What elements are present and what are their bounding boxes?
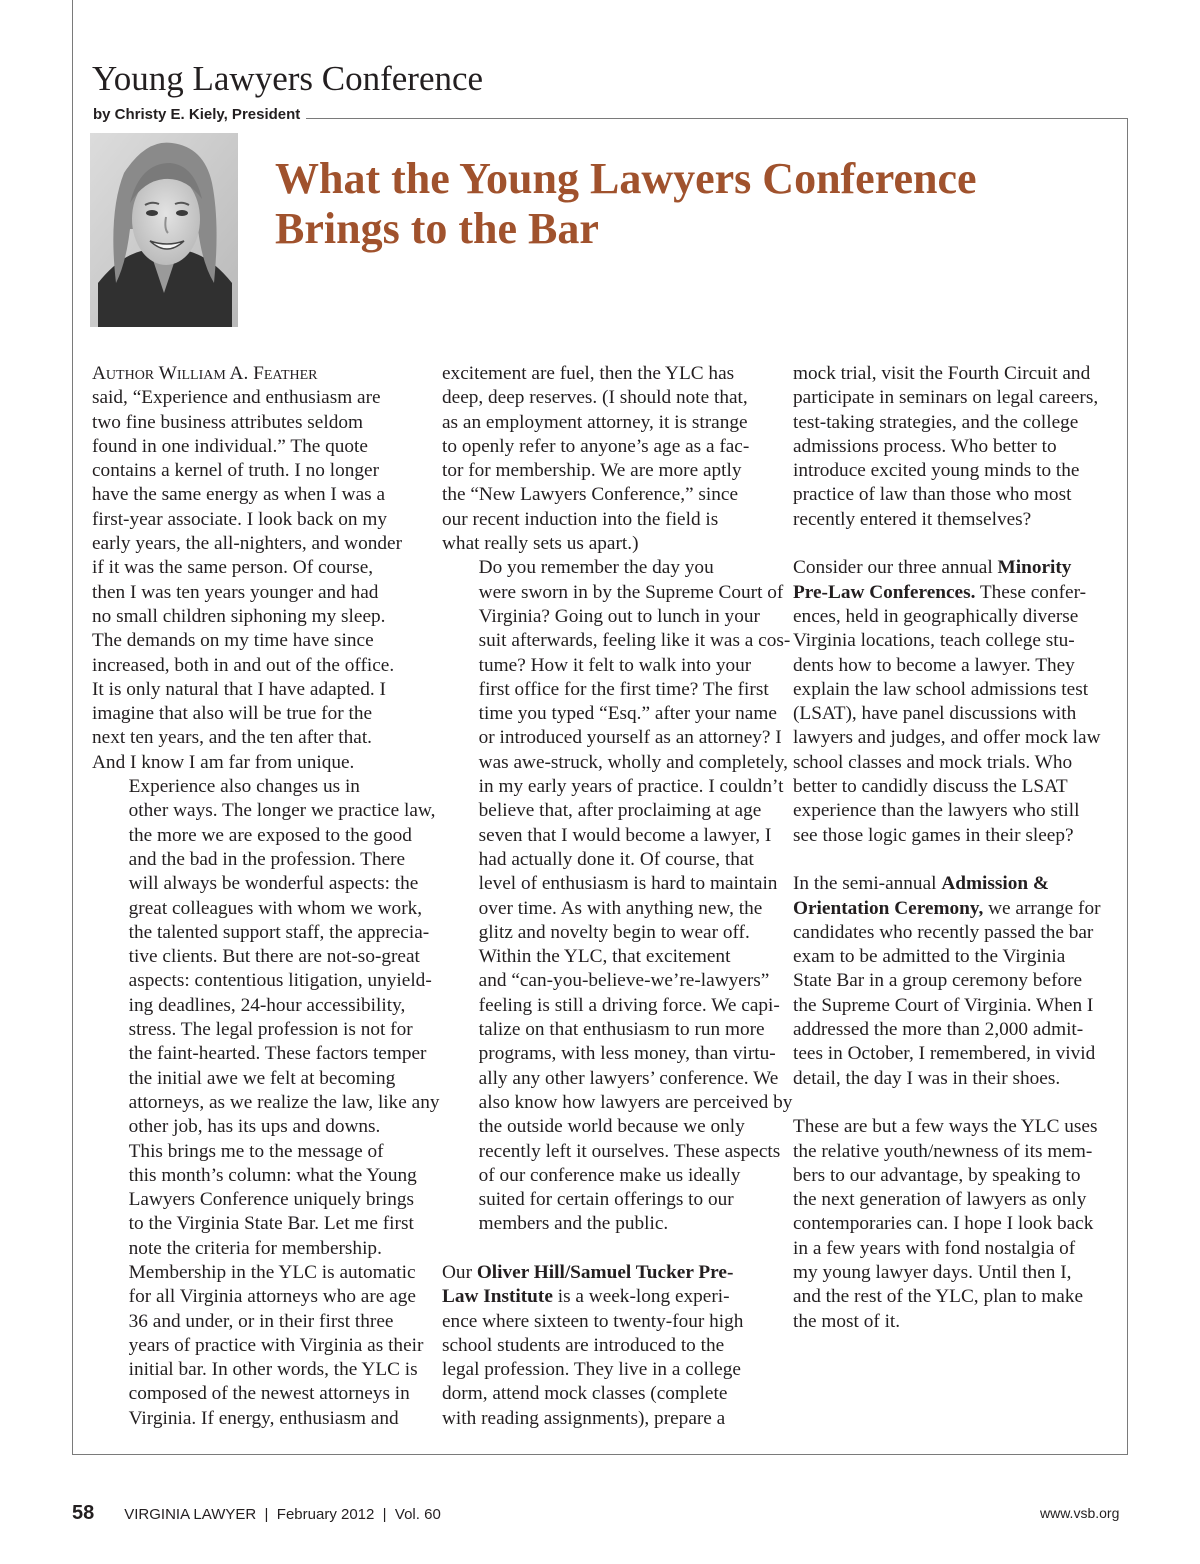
text-line: had actually done it. Of course, that xyxy=(478,848,754,870)
text-line: other job, has its ups and downs. xyxy=(128,1116,381,1138)
text-line: to the Virginia State Bar. Let me first xyxy=(128,1213,414,1235)
text-line: level of enthusiasm is hard to maintain xyxy=(478,873,778,895)
text-line: the “New Lawyers Conference,” since xyxy=(442,484,739,506)
text-line: then I was ten years younger and had xyxy=(92,581,379,603)
footer-publication-info xyxy=(72,1502,441,1526)
text-line: tees in October, I remembered, in vivid xyxy=(793,1043,1096,1065)
text-line: And I know I am far from unique. xyxy=(92,751,355,773)
text-line: (LSAT), have panel discussions with xyxy=(793,703,1077,725)
text-line: were sworn in by the Supreme Court of xyxy=(478,581,784,603)
byline-rule xyxy=(300,118,1128,119)
text-line: ally any other lawyers’ conference. We xyxy=(478,1067,779,1089)
program-name-bold: Minority xyxy=(997,557,1072,579)
opening-smallcaps: Author William A. Feather xyxy=(92,363,318,384)
text-line: contemporaries can. I hope I look back xyxy=(793,1213,1094,1235)
article-column-2 xyxy=(442,362,793,1431)
program-name-bold: Law Institute xyxy=(442,1286,553,1308)
text-line: the talented support staff, the apprecia- xyxy=(128,921,430,943)
text-line: programs, with less money, than virtu- xyxy=(478,1043,776,1065)
text-line: Within the YLC, that excitement xyxy=(478,946,731,968)
text-line: in a few years with fond nostalgia of xyxy=(793,1237,1076,1259)
text-line: the next generation of lawyers as only xyxy=(793,1189,1087,1211)
text-line: dents how to become a lawyer. They xyxy=(793,654,1075,676)
text-line: lawyers and judges, and offer mock law xyxy=(793,727,1101,749)
text-line: recently left it ourselves. These aspects xyxy=(478,1140,781,1162)
paragraph xyxy=(92,362,410,775)
text-line: These are but a few ways the YLC uses xyxy=(793,1116,1098,1138)
text-line: test-taking strategies, and the college xyxy=(793,411,1079,433)
text-line: years of practice with Virginia as their xyxy=(128,1334,424,1356)
text-line: seven that I would become a lawyer, I xyxy=(478,824,772,846)
paragraph xyxy=(442,556,791,945)
text-line: and “can-you-believe-we’re-lawyers” xyxy=(478,970,770,992)
text-line: imagine that also will be true for the xyxy=(92,703,373,725)
text-line: my young lawyer days. Until then I, xyxy=(793,1261,1072,1283)
text-line xyxy=(793,581,1109,605)
text-line: tume? How it felt to walk into your xyxy=(478,654,752,676)
text-line: in my early years of practice. I couldn’t xyxy=(478,776,784,798)
footer-website: www.vsb.org xyxy=(1040,1505,1120,1521)
text-line xyxy=(793,872,1109,896)
frame-right-rule xyxy=(1127,118,1128,1455)
text-line: Virginia. If energy, enthusiasm and xyxy=(128,1407,399,1429)
text-line: first office for the first time? The first xyxy=(478,678,769,700)
text-line: exam to be admitted to the Virginia xyxy=(793,946,1066,968)
text-line: for all Virginia attorneys who are age xyxy=(128,1286,416,1308)
author-photo xyxy=(90,133,238,327)
text-run: Consider our three annual xyxy=(793,557,998,579)
text-line: believe that, after proclaiming at age xyxy=(478,800,762,822)
text-line: school students are introduced to the xyxy=(442,1334,725,1356)
text-line: Virginia locations, teach college stu- xyxy=(793,630,1075,652)
text-line: and the bad in the profession. There xyxy=(128,848,406,870)
text-line xyxy=(793,897,1109,921)
text-line: great colleagues with whom we work, xyxy=(128,897,423,919)
text-line: dorm, attend mock classes (complete xyxy=(442,1383,728,1405)
text-line: the more we are exposed to the good xyxy=(128,824,412,846)
text-line: our recent induction into the field is xyxy=(442,508,719,530)
text-line: two fine business attributes seldom xyxy=(92,411,363,433)
text-line: initial bar. In other words, the YLC is xyxy=(128,1359,418,1381)
text-line: deep, deep reserves. (I should note that, xyxy=(442,387,748,409)
text-line: admissions process. Who better to xyxy=(793,435,1057,457)
text-line: of our conference make us ideally xyxy=(478,1164,741,1186)
text-line: no small children siphoning my sleep. xyxy=(92,605,386,627)
text-line: explain the law school admissions test xyxy=(793,678,1089,700)
text-line: or introduced yourself as an attorney? I xyxy=(478,727,782,749)
text-line: ences, held in geographically diverse xyxy=(793,605,1079,627)
text-line: experience than the lawyers who still xyxy=(793,800,1080,822)
text-line: practice of law than those who most xyxy=(793,484,1072,506)
text-line: The demands on my time have since xyxy=(92,630,374,652)
text-line: detail, the day I was in their shoes. xyxy=(793,1067,1061,1089)
text-line: glitz and novelty begin to wear off. xyxy=(478,921,750,943)
text-line: the most of it. xyxy=(793,1310,901,1332)
text-line: found in one individual.” The quote xyxy=(92,435,368,457)
text-line: if it was the same person. Of course, xyxy=(92,557,374,579)
text-line: first-year associate. I look back on my xyxy=(92,508,388,530)
text-line: better to candidly discuss the LSAT xyxy=(793,776,1068,798)
text-line: what really sets us apart.) xyxy=(442,533,639,555)
text-line: mock trial, visit the Fourth Circuit and xyxy=(793,363,1091,384)
text-line: excitement are fuel, then the YLC has xyxy=(442,363,735,384)
page-number: 58 xyxy=(72,1502,95,1524)
article-headline xyxy=(275,154,1095,254)
paragraph xyxy=(793,362,1109,532)
text-line: tor for membership. We are more aptly xyxy=(442,460,742,482)
text-line: have the same energy as when I was a xyxy=(92,484,386,506)
text-line: composed of the newest attorneys in xyxy=(128,1383,410,1405)
text-line: Virginia? Going out to lunch in your xyxy=(478,605,760,627)
text-line xyxy=(442,1261,762,1285)
text-run: In the semi-annual xyxy=(793,873,942,895)
text-line: candidates who recently passed the bar xyxy=(793,921,1094,943)
text-line: 36 and under, or in their first three xyxy=(128,1310,394,1332)
text-line: ing deadlines, 24-hour accessibility, xyxy=(128,994,406,1016)
text-line: the relative youth/newness of its mem- xyxy=(793,1140,1093,1162)
text-line: was awe-struck, wholly and completely, xyxy=(478,751,788,773)
text-line: aspects: contentious litigation, unyield- xyxy=(128,970,432,992)
text-line: members and the public. xyxy=(478,1213,669,1235)
text-line: Membership in the YLC is automatic xyxy=(128,1261,416,1283)
text-line: next ten years, and the ten after that. xyxy=(92,727,372,749)
program-name-bold: Oliver Hill/Samuel Tucker Pre- xyxy=(476,1261,734,1283)
text-line: State Bar in a group ceremony before xyxy=(793,970,1083,992)
text-line: legal profession. They live in a college xyxy=(442,1359,741,1381)
text-run: is a week-long experi- xyxy=(552,1286,730,1308)
publication-name: VIRGINIA LAWYER | February 2012 | Vol. 60 xyxy=(124,1506,441,1523)
text-line: the initial awe we felt at becoming xyxy=(128,1067,396,1089)
text-line: early years, the all-nighters, and wonder xyxy=(92,533,402,555)
text-line: and the rest of the YLC, plan to make xyxy=(793,1286,1084,1308)
program-name-bold: Admission & xyxy=(941,873,1049,895)
text-line: Do you remember the day you xyxy=(478,557,714,579)
frame-bottom-rule xyxy=(72,1454,1128,1455)
paragraph xyxy=(793,872,1109,1091)
text-line: stress. The legal profession is not for xyxy=(128,1019,413,1041)
text-line: feeling is still a driving force. We capi- xyxy=(478,994,780,1016)
text-line: talize on that enthusiasm to run more xyxy=(478,1019,765,1041)
text-line: attorneys, as we realize the law, like any xyxy=(128,1091,440,1113)
text-line: suited for certain offerings to our xyxy=(478,1189,734,1211)
text-line: this month’s column: what the Young xyxy=(128,1164,417,1186)
text-line: see those logic games in their sleep? xyxy=(793,824,1074,846)
paragraph xyxy=(92,1140,424,1432)
text-line: suit afterwards, feeling like it was a cos- xyxy=(478,630,791,652)
frame-left-rule xyxy=(72,0,73,1455)
text-line: will always be wonderful aspects: the xyxy=(128,873,419,895)
text-line: the Supreme Court of Virginia. When I xyxy=(793,994,1094,1016)
article-column-1 xyxy=(92,362,440,1431)
text-line: school classes and mock trials. Who xyxy=(793,751,1073,773)
headline-line-2: Brings to the Bar xyxy=(275,204,599,253)
paragraph xyxy=(793,556,1109,848)
program-name-bold: Orientation Ceremony, xyxy=(793,897,984,919)
text-line: Lawyers Conference uniquely brings xyxy=(128,1189,415,1211)
text-line: Experience also changes us in xyxy=(128,776,360,798)
text-line xyxy=(442,1285,762,1309)
text-line: over time. As with anything new, the xyxy=(478,897,763,919)
program-name-bold: Pre-Law Conferences. xyxy=(793,581,976,603)
text-line: the faint-hearted. These factors temper xyxy=(128,1043,427,1065)
text-line: This brings me to the message of xyxy=(128,1140,384,1162)
text-line: as an employment attorney, it is strange xyxy=(442,411,748,433)
text-line: the outside world because we only xyxy=(478,1116,745,1138)
text-run: Our xyxy=(442,1261,477,1283)
article-column-3 xyxy=(793,362,1109,1334)
text-line: introduce excited young minds to the xyxy=(793,460,1080,482)
text-line: addressed the more than 2,000 admit- xyxy=(793,1019,1084,1041)
text-run: These confer- xyxy=(975,581,1087,603)
text-run: we arrange for xyxy=(983,897,1101,919)
text-line: other ways. The longer we practice law, xyxy=(128,800,436,822)
text-line: recently entered it themselves? xyxy=(793,508,1032,530)
text-line xyxy=(793,556,1109,580)
text-line: also know how lawyers are perceived by xyxy=(478,1091,793,1113)
author-byline: by Christy E. Kiely, President xyxy=(93,105,306,125)
paragraph xyxy=(92,775,440,1139)
text-line: said, “Experience and enthusiasm are xyxy=(92,387,381,409)
text-line: It is only natural that I have adapted. I xyxy=(92,678,386,700)
section-title: Young Lawyers Conference xyxy=(92,59,484,98)
text-line: bers to our advantage, by speaking to xyxy=(793,1164,1081,1186)
paragraph xyxy=(442,362,762,556)
headline-line-1: What the Young Lawyers Conference xyxy=(275,154,977,203)
text-line: note the criteria for membership. xyxy=(128,1237,382,1259)
paragraph xyxy=(442,1261,762,1431)
text-line: participate in seminars on legal careers, xyxy=(793,387,1099,409)
text-line: increased, both in and out of the office. xyxy=(92,654,395,676)
text-line: time you typed “Esq.” after your name xyxy=(478,703,777,725)
paragraph xyxy=(442,945,793,1237)
text-line: contains a kernel of truth. I no longer xyxy=(92,460,379,482)
text-line: with reading assignments), prepare a xyxy=(442,1407,726,1429)
text-line: to openly refer to anyone’s age as a fac- xyxy=(442,435,750,457)
paragraph xyxy=(793,1115,1109,1334)
text-line: ence where sixteen to twenty-four high xyxy=(442,1310,744,1332)
text-line: tive clients. But there are not-so-great xyxy=(128,946,420,968)
